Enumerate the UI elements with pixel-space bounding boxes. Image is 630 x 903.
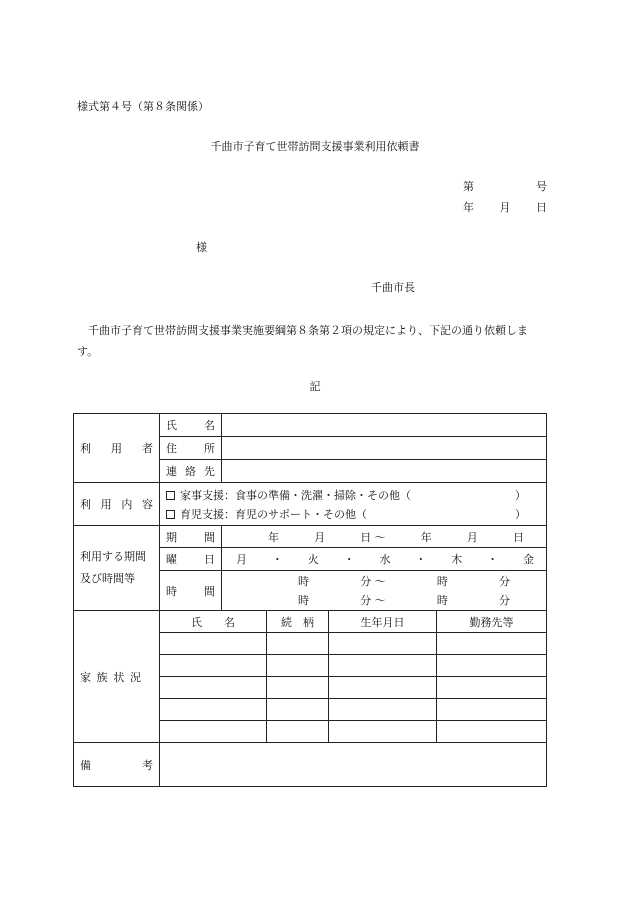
date-month: 月 [499,201,511,214]
user-contact-field[interactable] [222,460,547,483]
weekday-tue[interactable]: 火 [307,553,319,566]
weekday-separator: ・ [343,553,355,566]
weekday-separator: ・ [415,553,427,566]
period-end-day: 日 [512,530,524,544]
weekday-label: 曜 日 [160,548,222,571]
family-status-label: 家族状況 [74,611,160,743]
usage-content-options [160,483,547,526]
weekday-wed[interactable]: 水 [379,553,391,566]
user-contact-label: 連絡先 [160,460,222,483]
time-start-minute: 分 〜 [360,574,386,588]
family-relationship-cell[interactable] [267,721,329,743]
family-name-cell[interactable] [160,721,267,743]
time-end-minute: 分 [499,574,511,588]
time-start-hour: 時 [298,574,309,588]
housework-close-paren: ） [515,488,527,502]
date-day: 日 [536,201,547,214]
family-birthdate-cell[interactable] [329,655,437,677]
usage-period-section-label [74,526,160,611]
family-header-workplace: 勤務先等 [437,611,547,633]
family-relationship-cell[interactable] [267,655,329,677]
time-start-minute: 分 〜 [360,593,386,607]
remarks-field[interactable] [160,743,547,787]
user-section-label: 利 用 者 [74,414,160,483]
family-header-relationship: 続 柄 [267,611,329,633]
childcare-close-paren: ） [515,507,527,521]
user-name-field[interactable] [222,414,547,437]
user-address-field[interactable] [222,437,547,460]
remarks-label: 備 考 [74,743,160,787]
usage-period-label-line1: 利用する期間 [80,550,146,563]
period-label: 期 間 [160,526,222,548]
childcare-option-label: 育児支援：育児のサポート・その他（ [180,507,367,521]
time-row-2 [298,591,510,610]
time-field[interactable] [222,571,547,611]
family-workplace-cell[interactable] [437,655,547,677]
family-name-cell[interactable] [160,633,267,655]
family-name-cell[interactable] [160,655,267,677]
weekday-fri[interactable]: 金 [523,553,534,566]
period-start-day: 日 〜 [360,530,386,544]
family-relationship-cell[interactable] [267,677,329,699]
housework-option[interactable] [166,485,526,504]
family-workplace-cell[interactable] [437,633,547,655]
weekday-separator: ・ [271,553,283,566]
addressee: 様 [196,241,207,254]
user-address-label: 住 所 [160,437,222,460]
family-workplace-cell[interactable] [437,699,547,721]
housework-checkbox[interactable] [166,491,175,500]
number-prefix: 第 [463,180,474,193]
family-birthdate-cell[interactable] [329,721,437,743]
usage-period-label-line2: 及び時間等 [80,572,135,585]
record-label: 記 [309,380,321,393]
weekday-separator: ・ [487,553,499,566]
time-end-hour: 時 [436,574,448,588]
period-end-year: 年 [420,530,432,544]
family-birthdate-cell[interactable] [329,699,437,721]
time-start-hour: 時 [298,593,309,607]
family-birthdate-cell[interactable] [329,633,437,655]
family-header-name: 氏 名 [160,611,267,633]
childcare-checkbox[interactable] [166,510,175,519]
period-start-year: 年 [268,530,279,544]
document-number-line [463,178,547,194]
time-row-1 [298,572,510,591]
usage-content-label: 利用内容 [74,483,160,526]
family-workplace-cell[interactable] [437,721,547,743]
issuer: 千曲市長 [371,281,415,294]
period-end-month: 月 [466,530,478,544]
time-end-hour: 時 [436,593,448,607]
document-title: 千曲市子育て世帯訪問支援事業利用依頼書 [210,140,420,153]
body-text: 千曲市子育て世帯訪問支援事業実施要綱第８条第２項の規定により、下記の通り依頼します。 [77,324,528,358]
request-form-table [73,413,547,787]
family-name-cell[interactable] [160,677,267,699]
weekday-thu[interactable]: 木 [451,553,463,566]
family-header-birthdate: 生年月日 [329,611,437,633]
period-start-month: 月 [314,530,326,544]
date-year: 年 [463,201,474,214]
family-birthdate-cell[interactable] [329,677,437,699]
childcare-option[interactable] [166,504,526,523]
form-number: 様式第４号（第８条関係） [77,100,209,113]
user-name-label: 氏 名 [160,414,222,437]
number-suffix: 号 [536,180,547,193]
weekday-mon[interactable]: 月 [236,553,247,566]
family-relationship-cell[interactable] [267,633,329,655]
time-label: 時 間 [160,571,222,611]
document-date-line [463,199,547,215]
family-relationship-cell[interactable] [267,699,329,721]
family-workplace-cell[interactable] [437,677,547,699]
weekday-field[interactable] [222,548,547,571]
housework-option-label: 家事支援：食事の準備・洗濯・掃除・その他（ [180,488,411,502]
family-name-cell[interactable] [160,699,267,721]
time-end-minute: 分 [499,593,511,607]
period-field[interactable] [222,526,547,548]
